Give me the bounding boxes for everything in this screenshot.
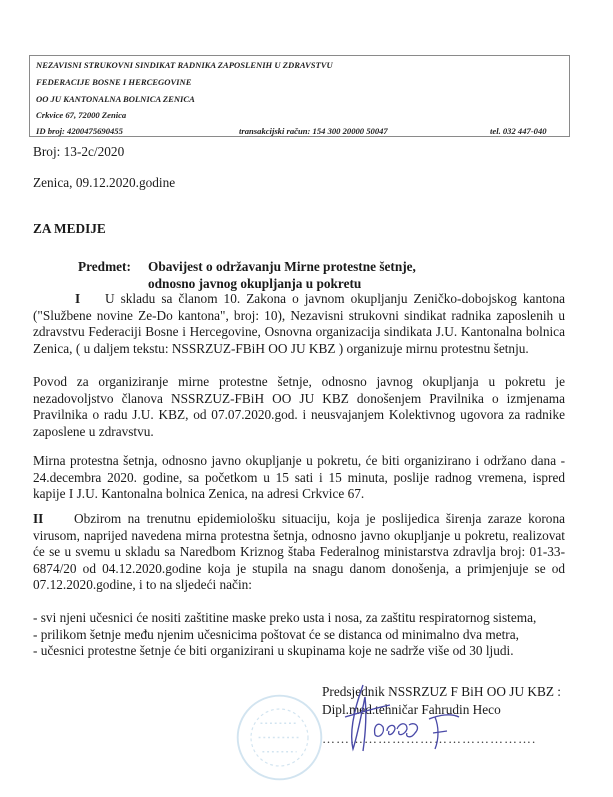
event-details-paragraph: Mirna protestna šetnja, odnosno javno okupljanje u pokretu, će biti organizirano i održano dana - 24.decembra 2020. godine, sa početkom u 15 sati i 15 minuta, poslije radnog vremena, ispred kapije I J.U. Kantonalna bolnica Zenica, na adresi Crkvice 67. [33,453,565,502]
letterhead-address: Crkvice 67, 72000 Zenica [36,110,127,120]
letterhead-federation: FEDERACIJE BOSNE I HERCEGOVINE [36,77,192,87]
section-1-marker: I [75,291,81,306]
letterhead-id-number: ID broj: 4200475690455 [36,126,123,136]
subject-line-2: odnosno javnog okupljanja u pokretu [148,275,362,291]
reason-paragraph: Povod za organiziranje mirne protestne šetnje, odnosno javnog okupljanja u pokretu je nezadovoljstvo članova NSSRZUZ-FBiH OO JU KBZ donošenjem Pravilnika o izmjenama Pravilnika o radu J.U. KBZ, od 07.07.2020.god. i neusvajanjem Kolektivnog ugovora za radnike zaposlene u zdravstvu. [33,374,565,439]
letterhead-bank-account: transakcijski račun: 154 300 20000 50047 [239,126,388,136]
section-2-paragraph [33,511,565,594]
letterhead-branch: OO JU KANTONALNA BOLNICA ZENICA [36,94,195,104]
letterhead-phone: tel. 032 447-040 [490,126,547,136]
official-stamp-icon [232,690,327,785]
measures-list-item: - svi njeni učesnici će nositi zaštitine maske preko usta i nosa, za zaštitu respiratornog sistema, [33,610,537,625]
letterhead-org-name: NEZAVISNI STRUKOVNI SINDIKAT RADNIKA ZAPOSLENIH U ZDRAVSTVU [36,60,333,70]
measures-list-item: - učesnici protestne šetnje će biti organizirani u skupinama koje ne sadrže više od 30 ljudi. [33,643,514,659]
section-2-text: Obzirom na trenutnu epidemiološku situaciju, koja je poslijedica širenja zaraze korona virusom, naprijed navedena mirna protestna šetnja, odnosno javno okupljanje u pokretu, realizovat će se u svemu u skladu sa Naredbom Kriznog štaba Federalnog ministarstva zdravlja broj: 01-33-6874/20 od 04.12.2020.godine koja je stupila na snagu danom donošenja, a primjenjuje se od 07.12.2020.godine, i to na sljedeći način: [33,511,565,593]
letterhead-box [29,55,570,137]
measures-list-item: - prilikom šetnje među njenim učesnicima poštovat će se distanca od minimalno dva metra, [33,626,519,642]
signature-line: ………………………………………. [322,731,537,746]
measures-list [33,610,573,660]
section-1-text: U skladu sa članom 10. Zakona o javnom okupljanju Zeničko-dobojskog kantona ("Službene novine Ze-Do kantona", broj: 10), Nezavisni strukovni sindikat radnika zaposlenih u zdravstvu Federaciji Bosne i Hercegovine, Osnovna organizacija sindikata J.U. Kantonalna bolnica Zenica, ( u daljem tekstu: NSSRZUZ-FBiH OO JU KBZ ) organizuje mirnu protestnu šetnju. [33,291,565,356]
signatory-name: Dipl.med.tehničar Fahrudin Heco [322,702,501,717]
subject-line-1: Obavijest o održavanju Mirne protestne šetnje, [148,259,416,274]
addressee: ZA MEDIJE [33,221,106,236]
signatory-title: Predsjednik NSSRZUZ F BiH OO JU KBZ : [322,684,561,699]
subject-label: Predmet: [78,259,131,274]
reference-number: Broj: 13-2c/2020 [33,144,125,159]
subject-text [148,259,468,292]
section-2-marker: II [33,511,44,526]
place-date: Zenica, 09.12.2020.godine [33,175,176,190]
section-1-paragraph [33,291,565,357]
